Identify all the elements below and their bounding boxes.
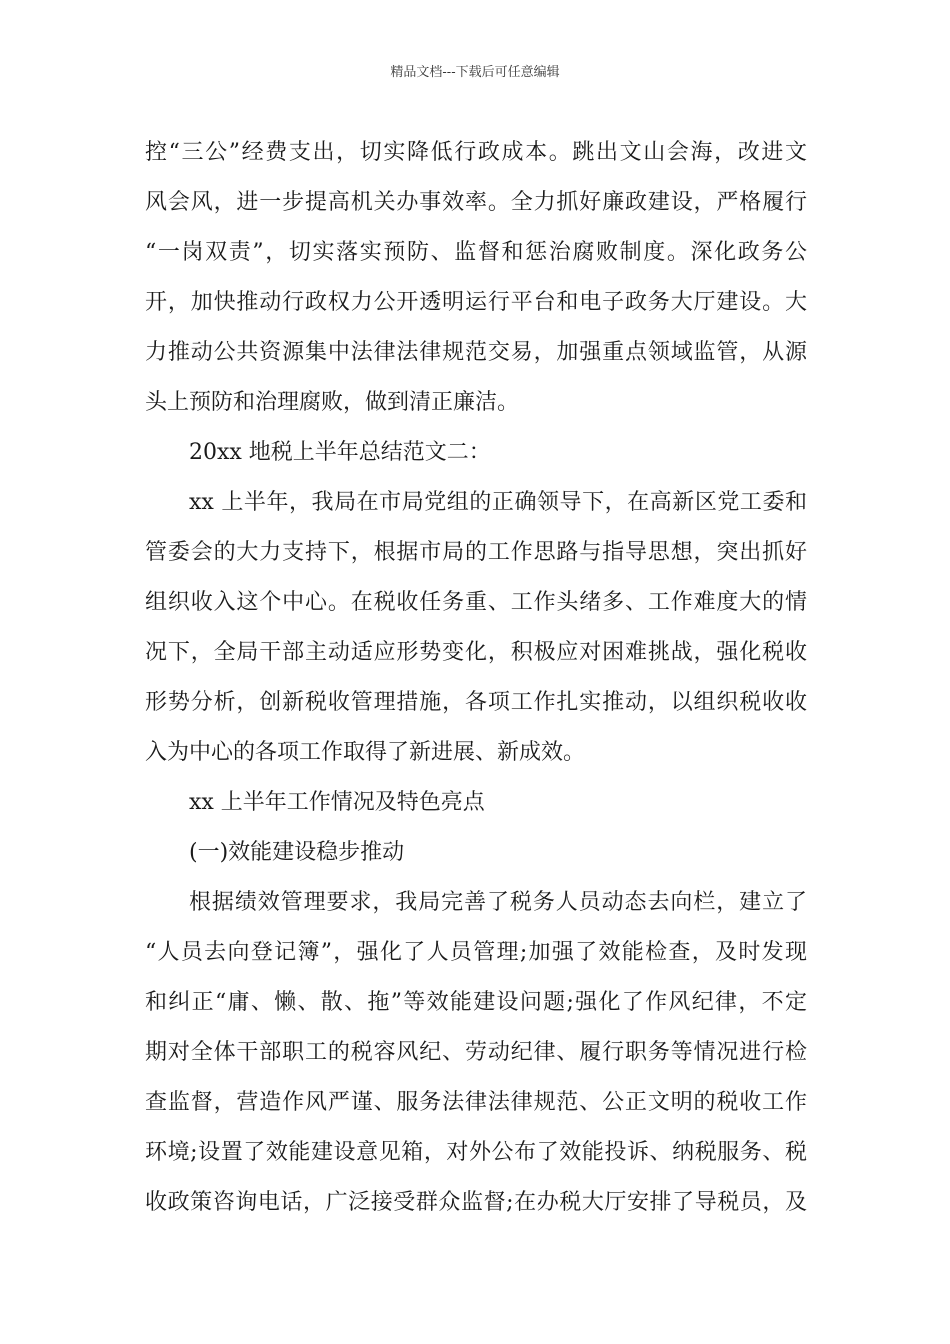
document-body — [145, 128, 807, 1228]
text-line: “一岗双责”，切实落实预防、监督和惩治腐败制度。深化政务公 — [145, 240, 807, 265]
text-line: xx 上半年，我局在市局党组的正确领导下，在高新区党工委和 — [189, 490, 807, 515]
text-line: 头上预防和治理腐败，做到清正廉洁。 — [145, 390, 520, 415]
section-heading: 20xx 地税上半年总结范文二： — [189, 440, 491, 465]
text-line: 和纠正“庸、懒、散、拖”等效能建设问题;强化了作风纪律，不定 — [145, 990, 807, 1015]
text-line: 根据绩效管理要求，我局完善了税务人员动态去向栏，建立了 — [189, 890, 807, 915]
text-line: 控“三公”经费支出，切实降低行政成本。跳出文山会海，改进文 — [145, 140, 807, 165]
page-header: 精品文档---下载后可任意编辑 — [390, 65, 560, 80]
text-line: 况下，全局干部主动适应形势变化，积极应对困难挑战，强化税收 — [145, 640, 807, 665]
text-line: 组织收入这个中心。在税收任务重、工作头绪多、工作难度大的情 — [145, 590, 807, 615]
text-line: “人员去向登记簿”，强化了人员管理;加强了效能检查，及时发现 — [145, 940, 807, 965]
subsection-heading: (一)效能建设稳步推动 — [189, 840, 405, 865]
text-line: 期对全体干部职工的税容风纪、劳动纪律、履行职务等情况进行检 — [145, 1040, 807, 1065]
text-line: 风会风，进一步提高机关办事效率。全力抓好廉政建设，严格履行 — [145, 190, 807, 215]
text-line: 查监督，营造作风严谨、服务法律法律规范、公正文明的税收工作 — [145, 1090, 807, 1115]
section-heading: xx 上半年工作情况及特色亮点 — [189, 790, 485, 815]
text-line: 收政策咨询电话，广泛接受群众监督;在办税大厅安排了导税员，及 — [145, 1190, 807, 1215]
text-line: 环境;设置了效能建设意见箱，对外公布了效能投诉、纳税服务、税 — [145, 1140, 807, 1165]
text-line: 开，加快推动行政权力公开透明运行平台和电子政务大厅建设。大 — [145, 290, 807, 315]
text-line: 形势分析，创新税收管理措施，各项工作扎实推动，以组织税收收 — [145, 690, 807, 715]
text-line: 力推动公共资源集中法律法律规范交易，加强重点领域监管，从源 — [145, 340, 807, 365]
text-line: 入为中心的各项工作取得了新进展、新成效。 — [145, 740, 586, 765]
text-line: 管委会的大力支持下，根据市局的工作思路与指导思想，突出抓好 — [145, 540, 807, 565]
